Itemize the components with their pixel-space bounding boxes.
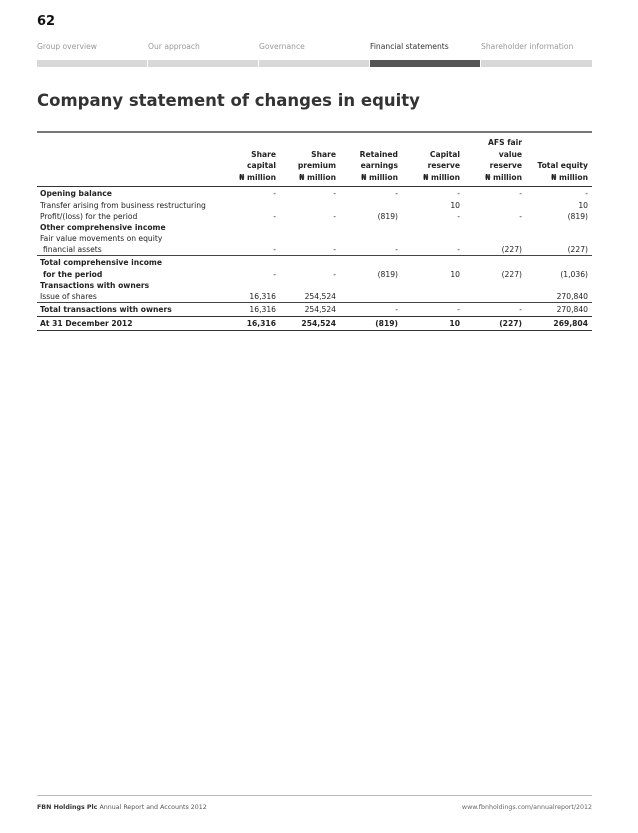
cell: (227) xyxy=(567,245,588,254)
cell: - xyxy=(457,212,460,221)
header-total-equity: Total equity ₦ million xyxy=(537,161,588,182)
cell: - xyxy=(457,189,460,198)
nav-item-label: Shareholder information xyxy=(481,42,574,51)
nav-item-our-approach[interactable] xyxy=(148,41,258,67)
cell: - xyxy=(333,189,336,198)
table-row-other-comprehensive-income xyxy=(37,222,592,233)
cell xyxy=(340,222,402,233)
nav-bar xyxy=(370,60,480,67)
table-row-closing-balance xyxy=(37,317,592,331)
table-row-fair-value-movements xyxy=(37,233,592,244)
cell xyxy=(340,291,402,303)
row-label: Other comprehensive income xyxy=(40,223,166,232)
cell: - xyxy=(273,189,276,198)
row-label: Total transactions with owners xyxy=(37,303,222,317)
cell: - xyxy=(402,303,464,317)
cell xyxy=(222,200,280,211)
cell: - xyxy=(340,303,402,317)
cell: 254,524 xyxy=(304,292,336,301)
cell: 254,524 xyxy=(280,317,340,331)
table-row-issue-of-shares xyxy=(37,291,592,303)
cell xyxy=(402,222,464,233)
nav-item-label: Governance xyxy=(259,42,305,51)
cell: - xyxy=(585,189,588,198)
nav-item-governance[interactable] xyxy=(259,41,369,67)
cell: 254,524 xyxy=(280,303,340,317)
cell xyxy=(464,280,526,291)
table-row-financial-assets xyxy=(37,244,592,256)
footer-company: FBN Holdings Plc xyxy=(37,804,98,811)
cell: (819) xyxy=(340,317,402,331)
table-row-total-transactions xyxy=(37,303,592,317)
cell xyxy=(464,222,526,233)
cell xyxy=(464,200,526,211)
cell: 16,316 xyxy=(222,303,280,317)
footer-rule xyxy=(37,795,592,796)
cell xyxy=(464,291,526,303)
cell: - xyxy=(464,303,526,317)
cell: 270,840 xyxy=(556,292,588,301)
cell xyxy=(402,256,464,270)
cell: - xyxy=(273,212,276,221)
cell: 16,316 xyxy=(222,317,280,331)
table-row-opening-balance xyxy=(37,187,592,201)
cell: - xyxy=(519,212,522,221)
table-row-profit-loss xyxy=(37,211,592,222)
cell xyxy=(526,280,592,291)
cell: - xyxy=(395,245,398,254)
table-row-transfer xyxy=(37,200,592,211)
nav-item-label: Group overview xyxy=(37,42,97,51)
header-label-cell xyxy=(37,137,222,187)
cell xyxy=(464,233,526,244)
cell: - xyxy=(273,270,276,279)
row-label: At 31 December 2012 xyxy=(37,317,222,331)
header-row xyxy=(37,137,592,187)
row-label: Profit/(loss) for the period xyxy=(40,212,138,221)
header-retained-earnings: Retained earnings ₦ million xyxy=(359,149,398,182)
cell xyxy=(340,233,402,244)
cell xyxy=(280,256,340,270)
table-row-transactions-with-owners xyxy=(37,280,592,291)
header-share-premium: Share premium ₦ million xyxy=(297,149,336,182)
row-label: financial assets xyxy=(43,245,102,254)
cell: (1,036) xyxy=(560,270,588,279)
header-share-capital: Share capital ₦ million xyxy=(239,149,276,182)
nav-bar xyxy=(148,60,258,67)
nav-bar xyxy=(37,60,147,67)
page-number: 62 xyxy=(37,14,56,29)
row-label: Fair value movements on equity xyxy=(40,234,163,243)
footer-url[interactable]: www.fbnholdings.com/annualreport/2012 xyxy=(461,804,592,811)
cell: - xyxy=(457,245,460,254)
table-row-total-comprehensive-income xyxy=(37,256,592,270)
cell: (819) xyxy=(377,270,398,279)
row-label: Opening balance xyxy=(40,189,112,198)
row-label: Transactions with owners xyxy=(40,281,150,290)
nav-item-financial-statements[interactable] xyxy=(370,41,480,67)
cell: 270,840 xyxy=(526,303,592,317)
cell xyxy=(340,200,402,211)
nav-bar xyxy=(481,60,592,67)
section-nav xyxy=(37,41,592,67)
cell xyxy=(222,222,280,233)
cell: 16,316 xyxy=(249,292,276,301)
cell: (819) xyxy=(567,212,588,221)
cell: 10 xyxy=(402,317,464,331)
cell: - xyxy=(333,245,336,254)
row-label: Total comprehensive income xyxy=(37,256,222,270)
cell xyxy=(222,280,280,291)
row-label: Issue of shares xyxy=(40,292,97,301)
cell: - xyxy=(395,189,398,198)
footer-doc: Annual Report and Accounts 2012 xyxy=(99,804,207,811)
nav-item-label: Financial statements xyxy=(370,42,449,51)
cell xyxy=(340,256,402,270)
cell xyxy=(526,233,592,244)
equity-table xyxy=(37,137,592,331)
cell: 10 xyxy=(450,201,460,210)
page-title: Company statement of changes in equity xyxy=(37,91,420,110)
cell xyxy=(402,291,464,303)
cell: (227) xyxy=(501,245,522,254)
cell: 10 xyxy=(450,270,460,279)
cell xyxy=(280,233,340,244)
footer-left xyxy=(37,804,207,811)
cell xyxy=(340,280,402,291)
cell: 10 xyxy=(578,201,588,210)
cell xyxy=(222,256,280,270)
cell: (819) xyxy=(377,212,398,221)
nav-item-group-overview[interactable] xyxy=(37,41,147,67)
cell xyxy=(280,200,340,211)
cell xyxy=(402,280,464,291)
table-row-for-the-period xyxy=(37,269,592,280)
cell xyxy=(280,280,340,291)
table-top-rule xyxy=(37,131,592,133)
cell xyxy=(402,233,464,244)
cell: - xyxy=(333,270,336,279)
nav-item-shareholder-information[interactable] xyxy=(481,41,592,67)
cell: - xyxy=(333,212,336,221)
nav-bar xyxy=(259,60,369,67)
cell: (227) xyxy=(501,270,522,279)
row-label: Transfer arising from business restructuring xyxy=(40,201,206,210)
nav-item-label: Our approach xyxy=(148,42,200,51)
cell xyxy=(526,222,592,233)
cell: - xyxy=(273,245,276,254)
cell xyxy=(280,222,340,233)
cell: (227) xyxy=(464,317,526,331)
cell: - xyxy=(519,189,522,198)
header-capital-reserve: Capital reserve ₦ million xyxy=(423,149,460,182)
cell xyxy=(526,256,592,270)
header-afs-fair-value-reserve: AFS fair value reserve ₦ million xyxy=(485,138,522,182)
cell: 269,804 xyxy=(526,317,592,331)
cell xyxy=(222,233,280,244)
cell xyxy=(464,256,526,270)
row-label: for the period xyxy=(43,270,103,279)
